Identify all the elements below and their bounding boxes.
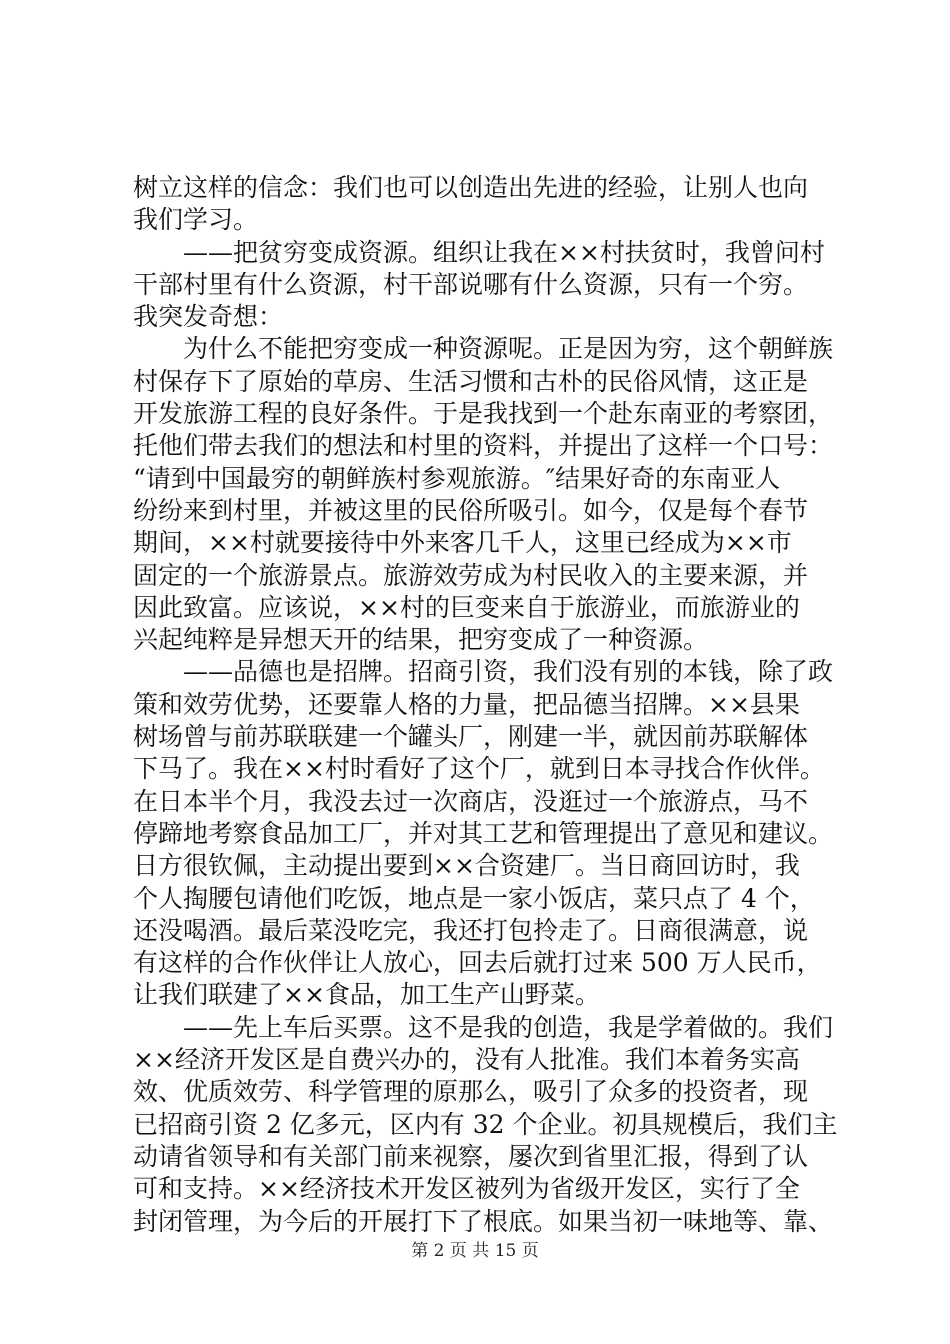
text-line: 动请省领导和有关部门前来视察，屡次到省里汇报，得到了认 xyxy=(133,1141,809,1171)
text-line: 固定的一个旅游景点。旅游效劳成为村民收入的主要来源，并 xyxy=(133,560,809,590)
text-line: 树场曾与前苏联联建一个罐头厂，刚建一半，就因前苏联解体 xyxy=(133,722,809,752)
text-line: 可和支持。××经济技术开发区被列为省级开发区，实行了全 xyxy=(133,1174,800,1204)
text-line: 有这样的合作伙伴让人放心，回去后就打过来 500 万人民币， xyxy=(133,948,822,978)
text-line: 村保存下了原始的草房、生活习惯和古朴的民俗风情，这正是 xyxy=(133,366,809,396)
text-line: 让我们联建了××食品，加工生产山野菜。 xyxy=(133,980,600,1010)
text-line: 期间，××村就要接待中外来客几千人，这里已经成为××市 xyxy=(133,528,792,558)
text-line: 策和效劳优势，还要靠人格的力量，把品德当招牌。××县果 xyxy=(133,689,800,719)
text-line: 还没喝酒。最后菜没吃完，我还打包拎走了。日商很满意，说 xyxy=(133,915,809,945)
text-line: 兴起纯粹是异想天开的结果，把穷变成了一种资源。 xyxy=(133,625,709,655)
text-line: 干部村里有什么资源，村干部说哪有什么资源，只有一个穷。 xyxy=(133,269,809,299)
text-line: 纷纷来到村里，并被这里的民俗所吸引。如今，仅是每个春节 xyxy=(133,495,809,525)
text-line: ——先上车后买票。这不是我的创造，我是学着做的。我们 xyxy=(133,1012,834,1042)
text-line: 封闭管理，为今后的开展打下了根底。如果当初一味地等、靠、 xyxy=(133,1206,834,1236)
text-line: 开发旅游工程的良好条件。于是我找到一个赴东南亚的考察团， xyxy=(133,399,834,429)
page-footer: 第 2 页 共 15 页 xyxy=(411,1241,539,1261)
text-line: 日方很钦佩，主动提出要到××合资建厂。当日商回访时，我 xyxy=(133,851,800,881)
text-line: 停蹄地考察食品加工厂，并对其工艺和管理提出了意见和建议。 xyxy=(133,818,834,848)
text-line: 个人掏腰包请他们吃饭，地点是一家小饭店，菜只点了 4 个， xyxy=(133,883,815,913)
text-line: 托他们带去我们的想法和村里的资料，并提出了这样一个口号： xyxy=(133,431,834,461)
text-line: ——把贫穷变成资源。组织让我在××村扶贫时，我曾问村 xyxy=(133,237,825,267)
text-line: 我们学习。 xyxy=(133,205,259,235)
text-line: 已招商引资 2 亿多元，区内有 32 个企业。初具规模后，我们主 xyxy=(133,1109,838,1139)
text-line: 在日本半个月，我没去过一次商店，没逛过一个旅游点，马不 xyxy=(133,786,809,816)
text-line: “请到中国最穷的朝鲜族村参观旅游。″结果好奇的东南亚人 xyxy=(133,463,781,493)
text-line: 效、优质效劳、科学管理的原那么，吸引了众多的投资者，现 xyxy=(133,1077,809,1107)
text-line: 因此致富。应该说，××村的巨变来自于旅游业，而旅游业的 xyxy=(133,592,800,622)
text-line: ××经济开发区是自费兴办的，没有人批准。我们本着务实高 xyxy=(133,1045,800,1075)
text-line: 下马了。我在××村时看好了这个厂，就到日本寻找合作伙伴。 xyxy=(133,754,825,784)
body-text xyxy=(133,172,853,1238)
text-line: 树立这样的信念：我们也可以创造出先进的经验，让别人也向 xyxy=(133,173,809,202)
text-line: 为什么不能把穷变成一种资源呢。正是因为穷，这个朝鲜族 xyxy=(133,334,834,364)
text-line: ——品德也是招牌。招商引资，我们没有别的本钱，除了政 xyxy=(133,657,834,687)
text-line: 我突发奇想： xyxy=(133,302,284,332)
